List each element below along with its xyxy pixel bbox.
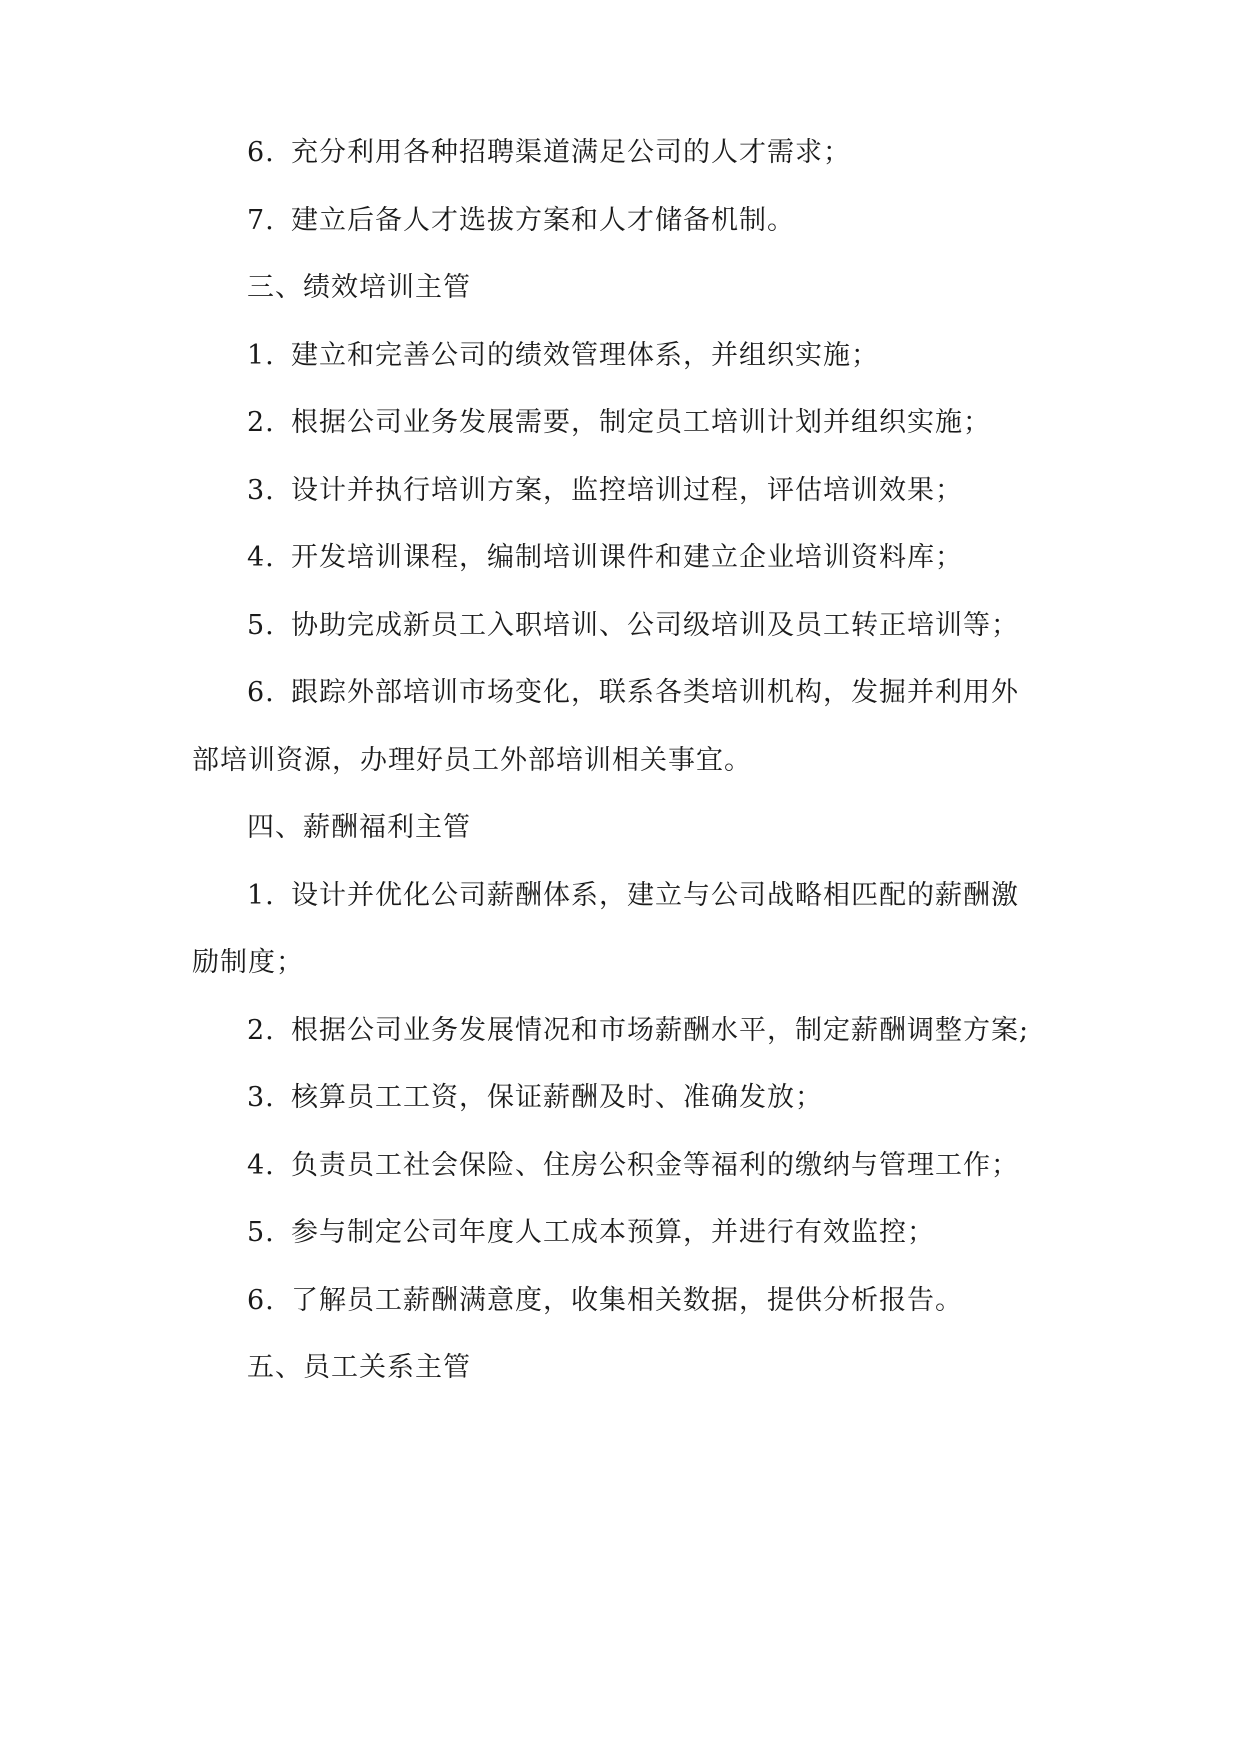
list-item — [247, 1078, 823, 1118]
item-number: 4. — [247, 1150, 275, 1181]
item-number: 5. — [247, 1217, 275, 1248]
section-heading-text: 五、员工关系主管 — [247, 1352, 471, 1383]
item-text: 开发培训课程，编制培训课件和建立企业培训资料库； — [291, 542, 963, 573]
item-text: 了解员工薪酬满意度，收集相关数据，提供分析报告。 — [291, 1285, 963, 1316]
list-item — [247, 133, 851, 173]
item-number: 6. — [247, 677, 275, 708]
item-text: 设计并优化公司薪酬体系，建立与公司战略相匹配的薪酬激 — [291, 880, 1019, 911]
item-text: 部培训资源，办理好员工外部培训相关事宜。 — [192, 745, 752, 776]
list-item — [247, 673, 1019, 713]
item-text: 根据公司业务发展需要，制定员工培训计划并组织实施； — [291, 407, 991, 438]
list-item — [247, 1011, 1029, 1051]
item-number: 3. — [247, 475, 275, 506]
item-text: 建立和完善公司的绩效管理体系，并组织实施； — [291, 340, 879, 371]
item-text: 参与制定公司年度人工成本预算，并进行有效监控； — [291, 1217, 935, 1248]
item-text: 设计并执行培训方案，监控培训过程，评估培训效果； — [291, 475, 963, 506]
list-item — [247, 538, 963, 578]
section-heading-text: 三、绩效培训主管 — [247, 272, 471, 303]
list-item — [247, 1146, 1019, 1186]
item-text: 根据公司业务发展情况和市场薪酬水平，制定薪酬调整方案; — [291, 1015, 1030, 1046]
item-number: 6. — [247, 1285, 275, 1316]
section-heading-text: 四、薪酬福利主管 — [247, 812, 471, 843]
item-number: 2. — [247, 407, 275, 438]
list-item — [247, 606, 1019, 646]
item-text: 负责员工社会保险、住房公积金等福利的缴纳与管理工作； — [291, 1150, 1019, 1181]
item-text: 协助完成新员工入职培训、公司级培训及员工转正培训等； — [291, 610, 1019, 641]
item-number: 3. — [247, 1082, 275, 1113]
list-item — [247, 1213, 935, 1253]
item-text: 励制度； — [192, 947, 304, 978]
section-heading — [247, 268, 471, 308]
item-text: 核算员工工资，保证薪酬及时、准确发放； — [291, 1082, 823, 1113]
item-number: 6. — [247, 137, 275, 168]
list-item — [247, 201, 795, 241]
item-text: 充分利用各种招聘渠道满足公司的人才需求； — [291, 137, 851, 168]
list-item — [247, 403, 991, 443]
list-item — [247, 876, 1019, 916]
item-number: 4. — [247, 542, 275, 573]
section-heading — [247, 808, 471, 848]
item-text: 跟踪外部培训市场变化，联系各类培训机构，发掘并利用外 — [291, 677, 1019, 708]
section-heading — [247, 1348, 471, 1388]
item-number: 5. — [247, 610, 275, 641]
item-number: 1. — [247, 880, 275, 911]
list-item — [247, 1281, 963, 1321]
list-item-continuation — [192, 741, 752, 781]
item-number: 2. — [247, 1015, 275, 1046]
item-number: 7. — [247, 205, 275, 236]
item-number: 1. — [247, 340, 275, 371]
item-text: 建立后备人才选拔方案和人才储备机制。 — [291, 205, 795, 236]
list-item — [247, 471, 963, 511]
list-item — [247, 336, 879, 376]
list-item-continuation — [192, 943, 304, 983]
